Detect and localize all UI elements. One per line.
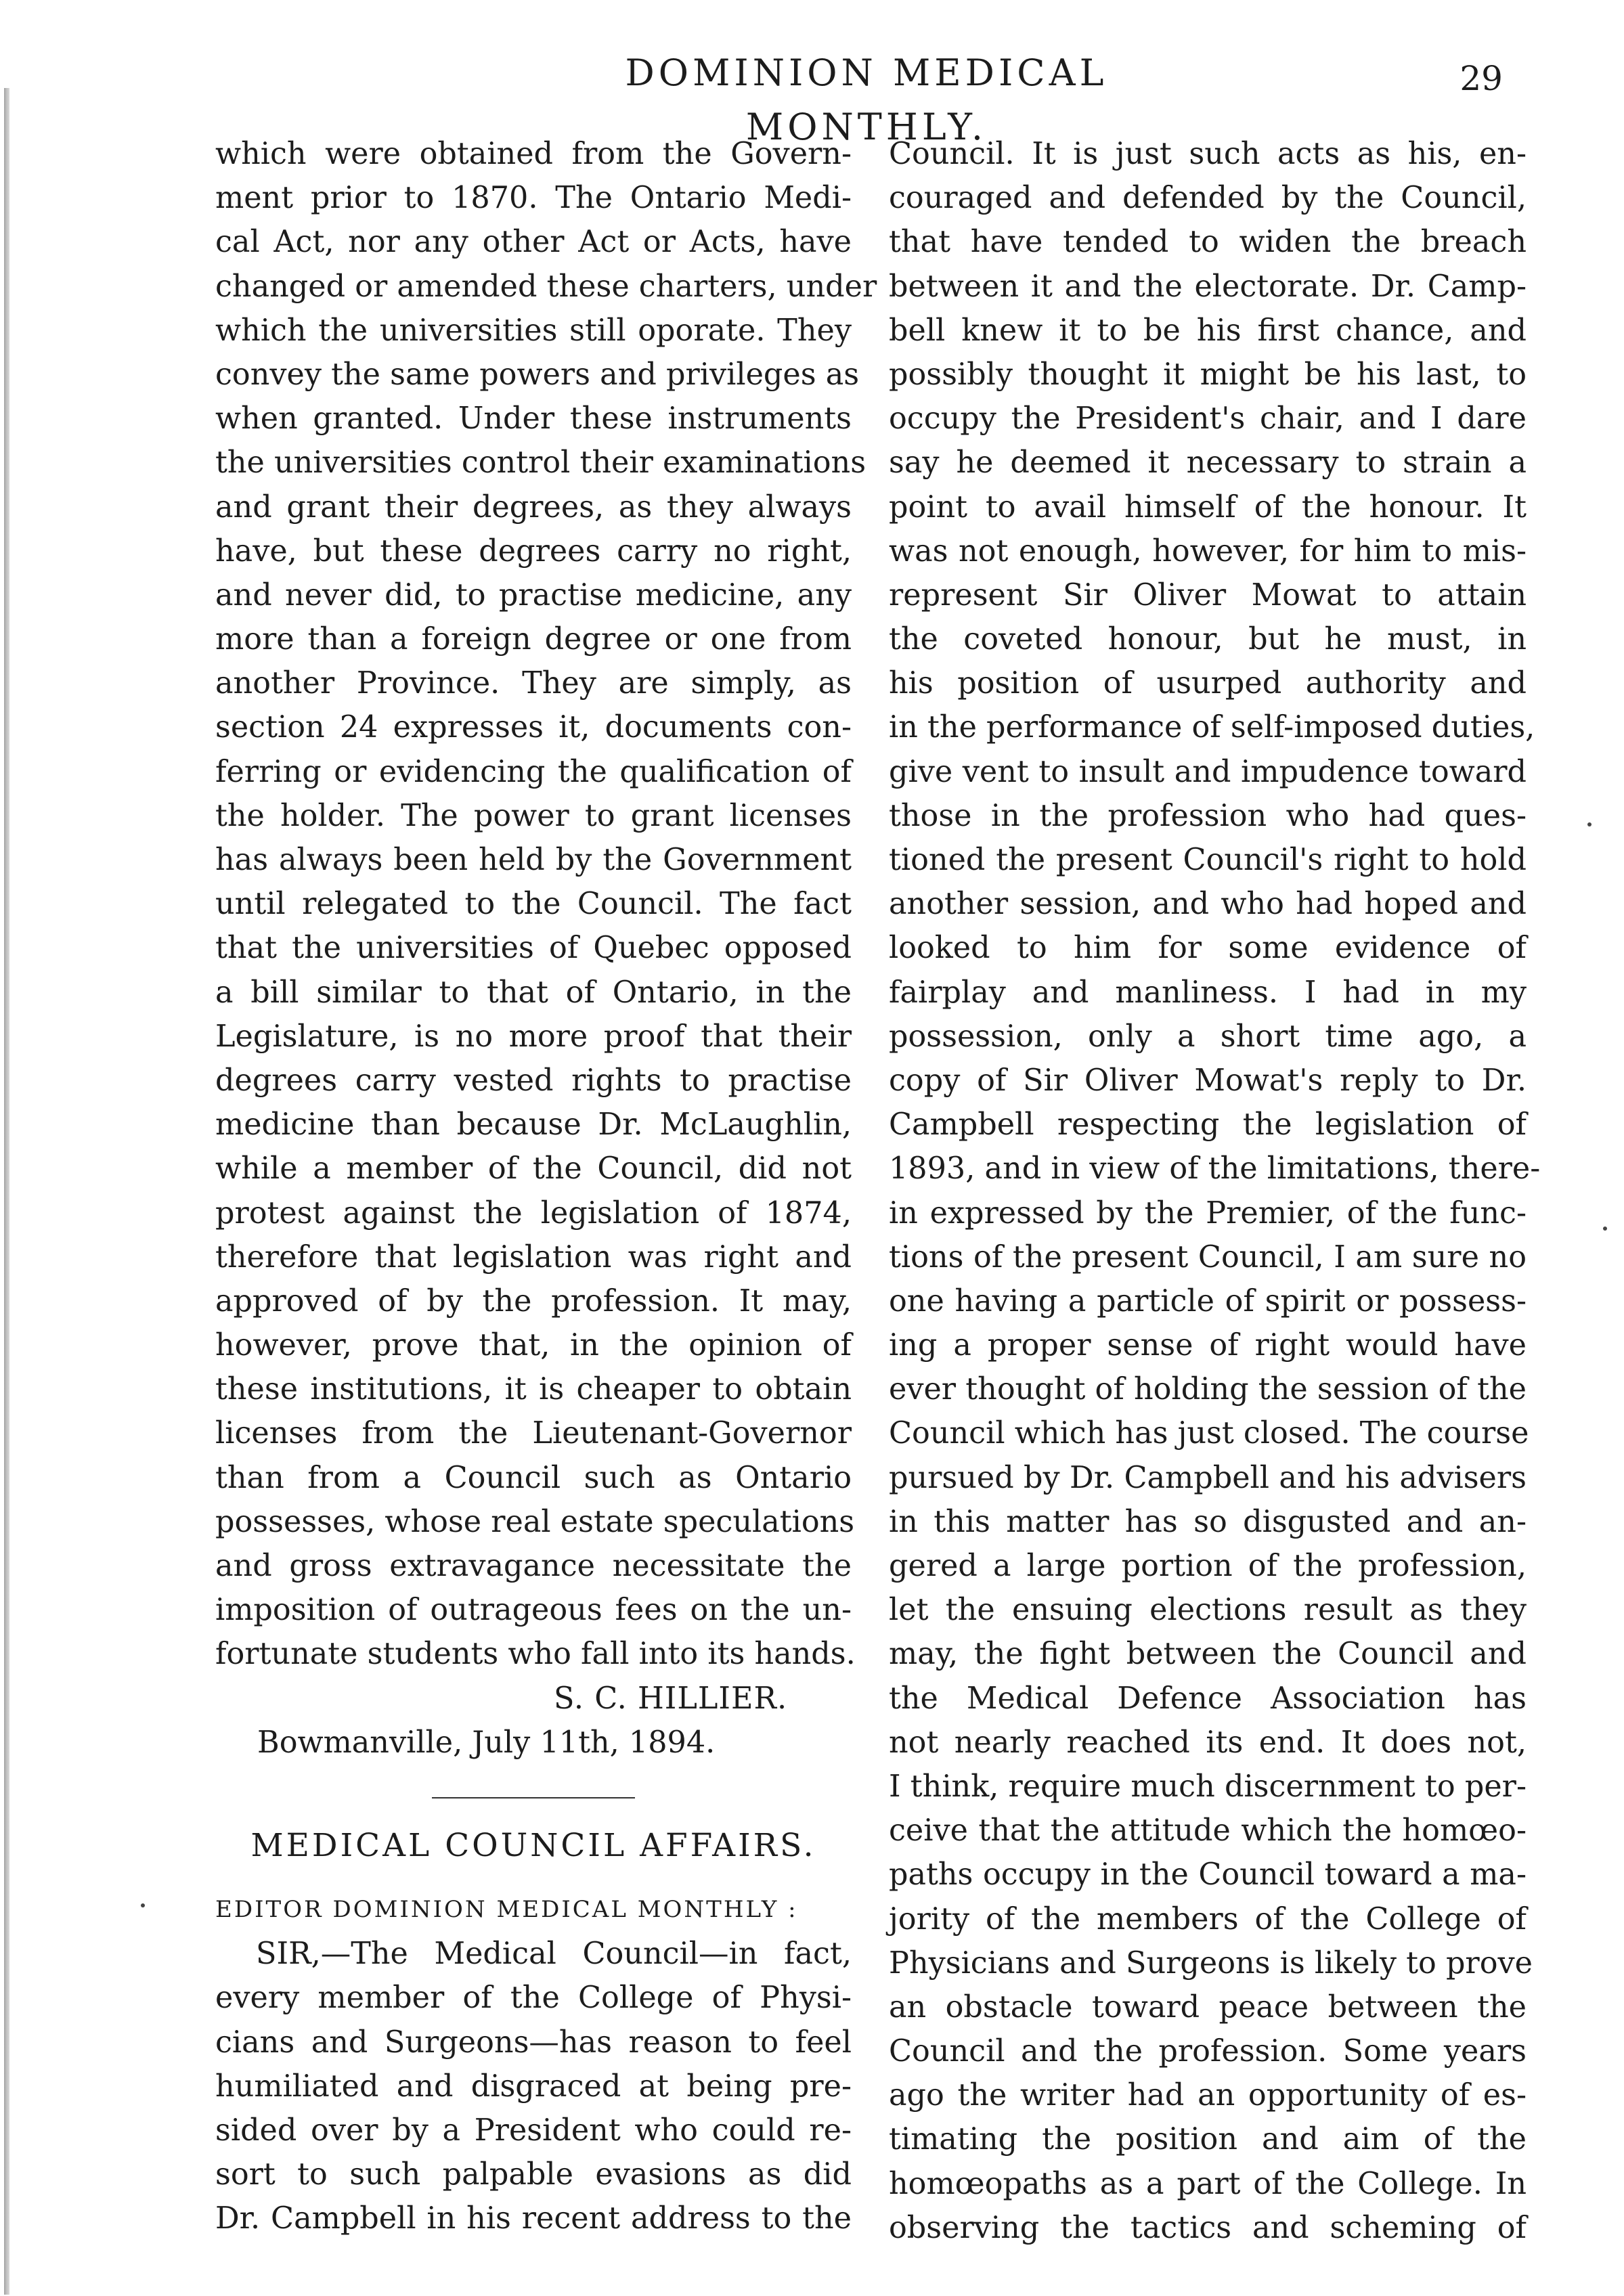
- text-line: homœopaths as a part of the College. In: [889, 2166, 1527, 2201]
- text-line: couraged and defended by the Council,: [889, 181, 1527, 216]
- text-line: paths occupy in the Council toward a ma-: [889, 1857, 1527, 1893]
- text-line: in this matter has so disgusted and an-: [889, 1504, 1527, 1539]
- right-column-body: [889, 132, 1541, 2250]
- text-line: therefore that legislation was right and: [215, 1239, 852, 1275]
- text-line: changed or amended these charters, under: [215, 269, 877, 304]
- text-line: humiliated and disgraced at being pre-: [215, 2069, 852, 2104]
- text-line: another session, and who had hoped and: [889, 887, 1527, 922]
- page-number: 29: [1460, 59, 1503, 98]
- text-line: an obstacle toward peace between the: [889, 1989, 1527, 2025]
- text-line: may, the fight between the Council and: [889, 1637, 1527, 1672]
- text-line: until relegated to the Council. The fact: [215, 887, 852, 922]
- text-line: that the universities of Quebec opposed: [215, 931, 852, 966]
- page-header: [0, 46, 1624, 148]
- text-line: the coveted honour, but he must, in: [889, 622, 1527, 657]
- section-heading: MEDICAL COUNCIL AFFAIRS.: [250, 1826, 816, 1864]
- text-line: ever thought of holding the session of the: [889, 1372, 1527, 1407]
- text-line: sided over by a President who could re-: [215, 2113, 852, 2148]
- text-line: say he deemed it necessary to strain a: [889, 445, 1527, 481]
- text-line: cal Act, nor any other Act or Acts, have: [215, 225, 852, 260]
- text-line: medicine than because Dr. McLaughlin,: [215, 1107, 852, 1143]
- text-line: another Province. They are simply, as: [215, 666, 852, 701]
- signature: S. C. HILLIER.: [554, 1681, 788, 1716]
- text-line: Council which has just closed. The course: [889, 1416, 1529, 1451]
- text-line: Council. It is just such acts as his, en-: [889, 137, 1527, 171]
- text-line: protest against the legislation of 1874,: [215, 1195, 852, 1231]
- text-line: in expressed by the Premier, of the func-: [889, 1195, 1527, 1231]
- text-line: ment prior to 1870. The Ontario Medi-: [215, 181, 852, 216]
- text-line: Legislature, is no more proof that their: [215, 1019, 852, 1054]
- text-line: approved of by the profession. It may,: [215, 1283, 852, 1319]
- text-line: possesses, whose real estate speculations: [215, 1504, 855, 1539]
- text-line: not nearly reached its end. It does not,: [889, 1725, 1527, 1760]
- text-line: than from a Council such as Ontario: [215, 1460, 852, 1495]
- text-line: observing the tactics and scheming of: [889, 2210, 1527, 2245]
- text-line: sort to such palpable evasions as did: [215, 2157, 852, 2192]
- text-line: fortunate students who fall into its hands.: [215, 1637, 856, 1672]
- text-line: ceive that the attitude which the homœo-: [889, 1813, 1527, 1849]
- text-line: possibly thought it might be his last, to: [889, 357, 1527, 392]
- text-line: the universities control their examinations: [215, 445, 866, 481]
- print-speck: [1603, 1227, 1607, 1231]
- print-speck: [141, 1903, 145, 1907]
- text-line: while a member of the Council, did not: [215, 1151, 852, 1187]
- text-line: and grant their degrees, as they always: [215, 489, 852, 525]
- text-line: however, prove that, in the opinion of: [215, 1328, 852, 1363]
- text-line: copy of Sir Oliver Mowat's reply to Dr.: [889, 1063, 1527, 1098]
- text-line: Campbell respecting the legislation of: [889, 1107, 1527, 1143]
- text-line: gered a large portion of the profession,: [889, 1549, 1527, 1583]
- text-line: in the performance of self-imposed duties,: [889, 710, 1535, 745]
- text-line: timating the position and aim of the: [889, 2122, 1527, 2157]
- text-line: and never did, to practise medicine, any: [215, 577, 852, 613]
- text-line: imposition of outrageous fees on the un-: [215, 1593, 852, 1628]
- text-line: 1893, and in view of the limitations, there-: [889, 1151, 1541, 1187]
- section-divider: [432, 1797, 635, 1798]
- text-line: ing a proper sense of right would have: [889, 1328, 1527, 1363]
- text-line: SIR,—The Medical Council—in fact,: [256, 1937, 852, 1972]
- text-line: his position of usurped authority and: [889, 666, 1527, 701]
- text-line: one having a particle of spirit or possess-: [889, 1283, 1527, 1319]
- text-line: was not enough, however, for him to mis-: [889, 533, 1527, 569]
- binding-edge: [4, 88, 9, 2295]
- text-line: jority of the members of the College of: [889, 1901, 1527, 1937]
- text-line: and gross extravagance necessitate the: [215, 1549, 852, 1583]
- text-line: which were obtained from the Govern-: [215, 137, 852, 171]
- left-column: [215, 132, 877, 2240]
- letter-addressee: EDITOR DOMINION MEDICAL MONTHLY :: [215, 1895, 798, 1923]
- right-column: [889, 132, 1541, 2250]
- letter-body: [215, 1932, 852, 2240]
- print-speck: [1587, 822, 1592, 826]
- text-line: Physicians and Surgeons is likely to prove: [889, 1945, 1533, 1981]
- text-line: the Medical Defence Association has: [889, 1681, 1527, 1716]
- dateline: Bowmanville, July 11th, 1894.: [257, 1725, 716, 1760]
- text-line: which the universities still oporate. They: [215, 313, 852, 348]
- text-line: cians and Surgeons—has reason to feel: [215, 2025, 852, 2060]
- text-line: more than a foreign degree or one from: [215, 622, 852, 657]
- text-line: section 24 expresses it, documents con-: [215, 710, 852, 745]
- text-line: every member of the College of Physi-: [215, 1981, 852, 2016]
- text-line: these institutions, it is cheaper to obtain: [215, 1372, 852, 1407]
- text-line: represent Sir Oliver Mowat to attain: [889, 577, 1527, 613]
- text-line: fairplay and manliness. I had in my: [889, 975, 1527, 1010]
- text-line: have, but these degrees carry no right,: [215, 533, 852, 569]
- text-line: point to avail himself of the honour. It: [889, 489, 1527, 525]
- text-line: a bill similar to that of Ontario, in the: [215, 975, 852, 1010]
- text-line: pursued by Dr. Campbell and his advisers: [889, 1460, 1527, 1495]
- text-line: looked to him for some evidence of: [889, 931, 1527, 966]
- text-line: when granted. Under these instruments: [215, 401, 852, 437]
- text-line: tions of the present Council, I am sure no: [889, 1239, 1527, 1275]
- text-line: the holder. The power to grant licenses: [215, 798, 852, 833]
- text-line: ferring or evidencing the qualification of: [215, 754, 852, 789]
- text-line: degrees carry vested rights to practise: [215, 1063, 852, 1098]
- text-line: bell knew it to be his first chance, and: [889, 313, 1527, 348]
- text-line: that have tended to widen the breach: [889, 225, 1527, 260]
- text-line: ago the writer had an opportunity of es-: [889, 2078, 1527, 2113]
- running-title: DOMINION MEDICAL MONTHLY.: [625, 51, 1108, 148]
- text-line: possession, only a short time ago, a: [889, 1019, 1527, 1054]
- left-column-body: [215, 132, 877, 1677]
- text-line: give vent to insult and impudence toward: [889, 754, 1527, 789]
- text-line: between it and the electorate. Dr. Camp-: [889, 269, 1527, 304]
- text-line: licenses from the Lieutenant-Governor: [215, 1416, 852, 1451]
- text-line: has always been held by the Government: [215, 843, 852, 877]
- text-line: those in the profession who had ques-: [889, 798, 1527, 833]
- text-line: Dr. Campbell in his recent address to the: [215, 2201, 852, 2236]
- text-line: tioned the present Council's right to hold: [889, 843, 1527, 877]
- text-line: let the ensuing elections result as they: [889, 1593, 1527, 1628]
- text-line: Council and the profession. Some years: [889, 2034, 1527, 2069]
- text-line: occupy the President's chair, and I dare: [889, 401, 1527, 437]
- text-line: I think, require much discernment to per-: [889, 1769, 1527, 1804]
- text-line: convey the same powers and privileges as: [215, 357, 860, 392]
